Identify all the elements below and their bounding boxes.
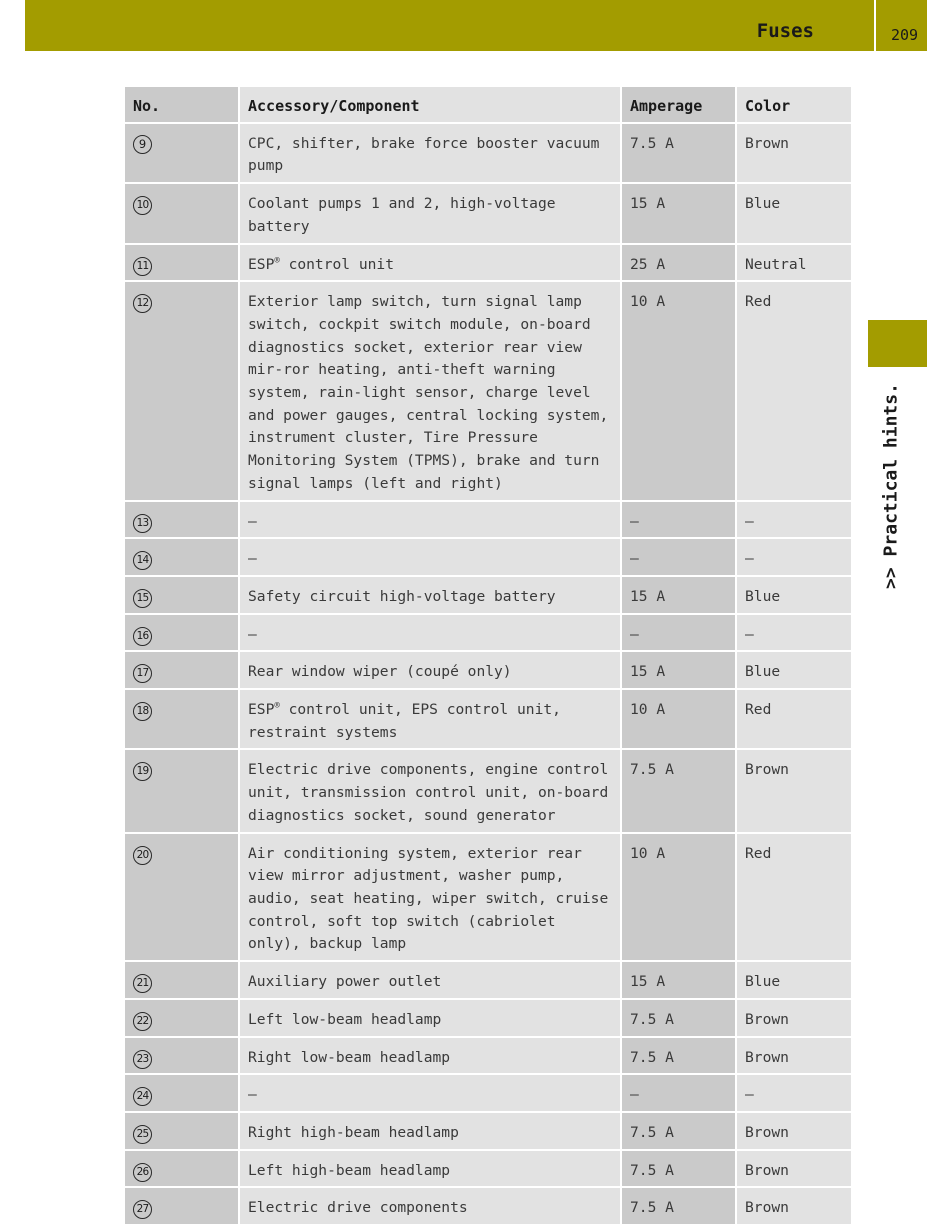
accessory-cell: Exterior lamp switch, turn signal lamp switch, cockpit switch module, on-board diagnostics socket, exterior rear view mir-ror heating, anti-theft warning system, rain-light sensor, charge level and power gauges, central locking system, instrument cluster, Tire Pressure Monitoring System (TPMS), brake and turn signal lamps (left and right): [239, 281, 621, 500]
color-cell: Brown: [736, 1187, 851, 1225]
fuse-number-cell: [125, 281, 239, 500]
page-title: Fuses: [756, 20, 814, 42]
amperage-cell: —: [621, 614, 736, 652]
header-divider: [874, 0, 876, 51]
header-amperage: Amperage: [621, 87, 736, 123]
fuse-number-badge: 13: [133, 514, 152, 533]
accessory-cell: —: [239, 501, 621, 539]
fuse-number-cell: [125, 576, 239, 614]
header-bar: [25, 0, 927, 51]
fuse-number-cell: [125, 749, 239, 832]
table-row: [125, 689, 851, 749]
fuse-number-badge: 23: [133, 1050, 152, 1069]
section-label: [880, 380, 902, 592]
amperage-cell: 7.5 A: [621, 749, 736, 832]
table-header-row: [125, 87, 851, 123]
color-cell: Brown: [736, 1037, 851, 1075]
color-cell: Brown: [736, 1150, 851, 1188]
color-cell: Brown: [736, 749, 851, 832]
page-number: 209: [891, 26, 919, 44]
accessory-cell: Electric drive components: [239, 1187, 621, 1225]
table-row: [125, 576, 851, 614]
fuse-number-cell: [125, 1037, 239, 1075]
color-cell: Blue: [736, 651, 851, 689]
amperage-cell: 7.5 A: [621, 1037, 736, 1075]
table-row: [125, 244, 851, 282]
table-row: [125, 1187, 851, 1225]
table-row: [125, 1037, 851, 1075]
color-cell: Blue: [736, 183, 851, 243]
fuse-number-badge: 15: [133, 589, 152, 608]
fuse-number-badge: 26: [133, 1163, 152, 1182]
table-row: [125, 1112, 851, 1150]
color-cell: —: [736, 614, 851, 652]
accessory-cell: Rear window wiper (coupé only): [239, 651, 621, 689]
amperage-cell: 15 A: [621, 576, 736, 614]
table-row: [125, 833, 851, 962]
color-cell: Blue: [736, 961, 851, 999]
accessory-cell: —: [239, 538, 621, 576]
fuse-number-cell: [125, 614, 239, 652]
amperage-cell: —: [621, 1074, 736, 1112]
fuse-number-cell: [125, 1112, 239, 1150]
section-label-text: >> Practical hints.: [880, 383, 902, 589]
fuse-number-cell: [125, 651, 239, 689]
color-cell: Red: [736, 281, 851, 500]
fuse-number-cell: [125, 501, 239, 539]
fuse-number-badge: 9: [133, 135, 152, 154]
fuse-table: [125, 87, 851, 1226]
amperage-cell: 7.5 A: [621, 999, 736, 1037]
fuse-number-badge: 16: [133, 627, 152, 646]
table-row: [125, 999, 851, 1037]
color-cell: Neutral: [736, 244, 851, 282]
fuse-number-badge: 25: [133, 1125, 152, 1144]
amperage-cell: —: [621, 501, 736, 539]
fuse-number-badge: 14: [133, 551, 152, 570]
accessory-cell: Left high-beam headlamp: [239, 1150, 621, 1188]
fuse-number-badge: 27: [133, 1200, 152, 1219]
table-row: [125, 183, 851, 243]
accessory-cell: Left low-beam headlamp: [239, 999, 621, 1037]
fuse-number-cell: [125, 999, 239, 1037]
amperage-cell: 7.5 A: [621, 1187, 736, 1225]
fuse-number-badge: 12: [133, 294, 152, 313]
fuse-number-cell: [125, 123, 239, 183]
accessory-cell: ESP® control unit: [239, 244, 621, 282]
table-row: [125, 281, 851, 500]
amperage-cell: 7.5 A: [621, 1150, 736, 1188]
color-cell: Blue: [736, 576, 851, 614]
header-color: Color: [736, 87, 851, 123]
table-row: [125, 123, 851, 183]
table-row: [125, 1150, 851, 1188]
fuse-number-cell: [125, 538, 239, 576]
fuse-number-badge: 24: [133, 1087, 152, 1106]
fuse-number-cell: [125, 833, 239, 962]
header-accessory: Accessory/Component: [239, 87, 621, 123]
table-row: [125, 538, 851, 576]
table-row: [125, 1074, 851, 1112]
accessory-cell: Auxiliary power outlet: [239, 961, 621, 999]
section-tab: [868, 320, 927, 367]
accessory-cell: CPC, shifter, brake force booster vacuum pump: [239, 123, 621, 183]
amperage-cell: 10 A: [621, 689, 736, 749]
amperage-cell: 15 A: [621, 651, 736, 689]
color-cell: Brown: [736, 1112, 851, 1150]
accessory-cell: Right low-beam headlamp: [239, 1037, 621, 1075]
accessory-cell: Right high-beam headlamp: [239, 1112, 621, 1150]
fuse-number-badge: 19: [133, 762, 152, 781]
amperage-cell: 25 A: [621, 244, 736, 282]
amperage-cell: 10 A: [621, 281, 736, 500]
fuse-number-cell: [125, 1150, 239, 1188]
accessory-cell: —: [239, 614, 621, 652]
fuse-table-body: [125, 123, 851, 1225]
fuse-number-cell: [125, 183, 239, 243]
accessory-cell: ESP® control unit, EPS control unit, restraint systems: [239, 689, 621, 749]
accessory-cell: Coolant pumps 1 and 2, high-voltage battery: [239, 183, 621, 243]
amperage-cell: 15 A: [621, 961, 736, 999]
amperage-cell: 10 A: [621, 833, 736, 962]
accessory-cell: Air conditioning system, exterior rear view mirror adjustment, washer pump, audio, seat heating, wiper switch, cruise control, soft top switch (cabriolet only), backup lamp: [239, 833, 621, 962]
fuse-number-cell: [125, 1187, 239, 1225]
accessory-cell: Safety circuit high-voltage battery: [239, 576, 621, 614]
fuse-number-badge: 20: [133, 846, 152, 865]
color-cell: Red: [736, 689, 851, 749]
fuse-number-badge: 11: [133, 257, 152, 276]
amperage-cell: 7.5 A: [621, 123, 736, 183]
accessory-cell: —: [239, 1074, 621, 1112]
accessory-cell: Electric drive components, engine control unit, transmission control unit, on-board diagnostics socket, sound generator: [239, 749, 621, 832]
color-cell: —: [736, 1074, 851, 1112]
fuse-number-badge: 10: [133, 196, 152, 215]
table-row: [125, 749, 851, 832]
fuse-number-cell: [125, 961, 239, 999]
color-cell: Red: [736, 833, 851, 962]
table-row: [125, 651, 851, 689]
fuse-number-badge: 18: [133, 702, 152, 721]
color-cell: —: [736, 501, 851, 539]
amperage-cell: 15 A: [621, 183, 736, 243]
table-row: [125, 961, 851, 999]
amperage-cell: 7.5 A: [621, 1112, 736, 1150]
color-cell: Brown: [736, 123, 851, 183]
fuse-number-badge: 22: [133, 1012, 152, 1031]
fuse-number-cell: [125, 689, 239, 749]
color-cell: —: [736, 538, 851, 576]
fuse-number-badge: 21: [133, 974, 152, 993]
fuse-number-badge: 17: [133, 664, 152, 683]
amperage-cell: —: [621, 538, 736, 576]
fuse-number-cell: [125, 1074, 239, 1112]
table-row: [125, 501, 851, 539]
fuse-number-cell: [125, 244, 239, 282]
header-no: No.: [125, 87, 239, 123]
color-cell: Brown: [736, 999, 851, 1037]
table-row: [125, 614, 851, 652]
